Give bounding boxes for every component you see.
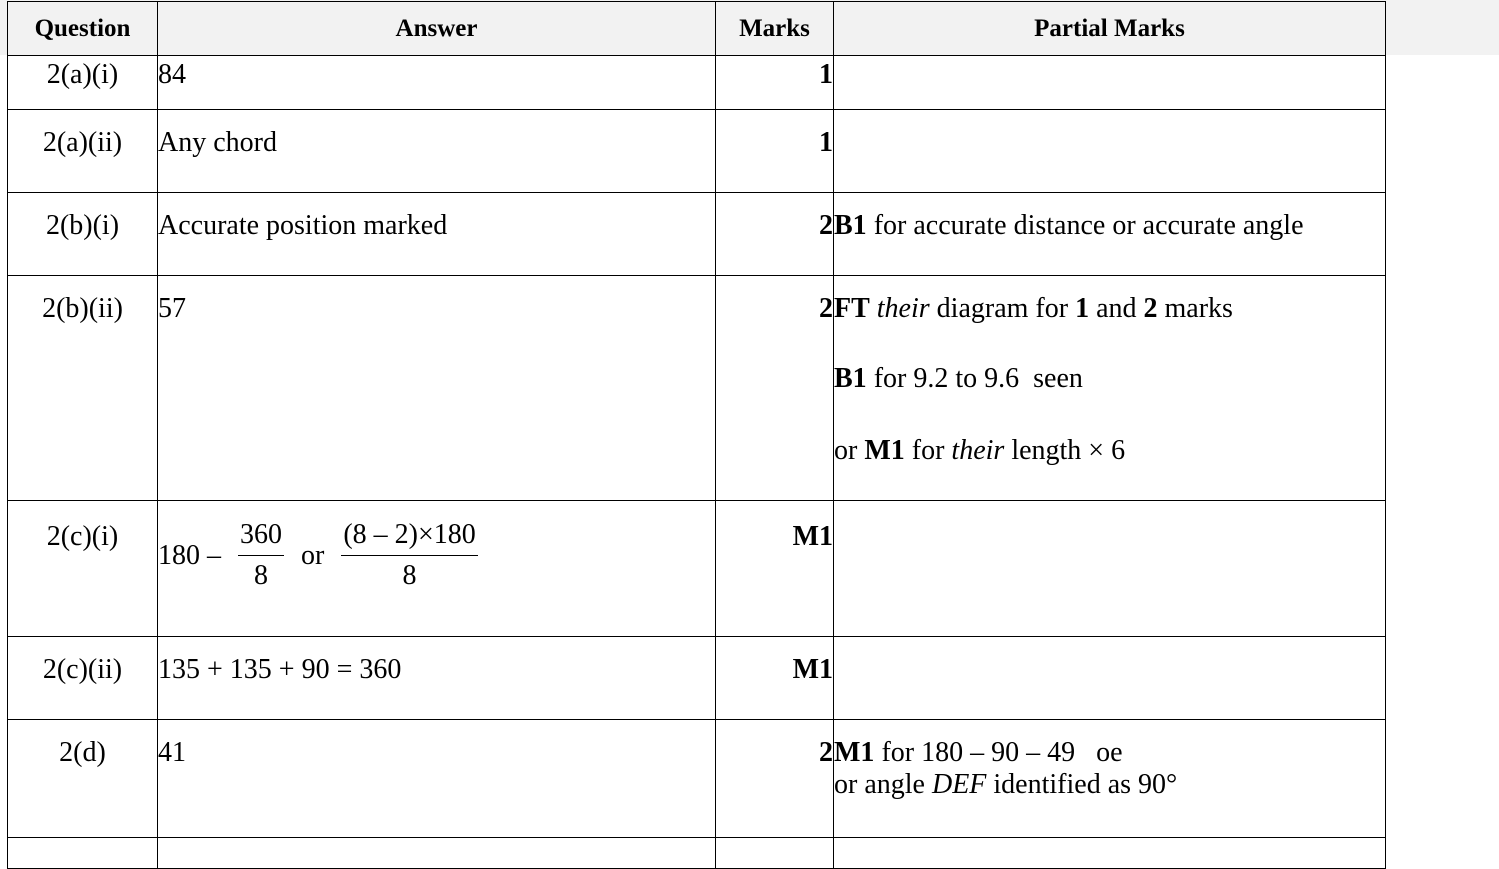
emphasis-text: DEF <box>931 769 987 800</box>
partial-line: FT their diagram for 1 and 2 marks <box>834 293 1233 324</box>
fraction: $\frac{(8 - 2)\times 180}{8}$ <box>341 515 477 596</box>
table-row <box>8 637 1386 720</box>
question-cell: 2(a)(ii) <box>8 110 158 193</box>
partial-line: M1 for 180 – 90 – 49 oe <box>834 737 1123 768</box>
answer-cell: 135 + 135 + 90 = 360 <box>158 637 716 720</box>
table-row <box>8 56 1386 110</box>
emphasis-text: their <box>876 293 930 324</box>
mark-code: M1 <box>834 737 875 768</box>
answer-cell <box>158 838 716 869</box>
answer-cell: 41 <box>158 720 716 838</box>
partial-marks-cell <box>834 56 1386 110</box>
question-cell: 2(c)(i) <box>8 501 158 637</box>
fraction: $\frac{360}{8}$ <box>238 515 284 596</box>
answer-formula: 180 – $\frac{360}{8}$ or $\frac{(8 - 2)\times 180}{8}$ <box>158 515 715 596</box>
partial-marks-cell <box>834 838 1386 869</box>
partial-marks-cell <box>834 501 1386 637</box>
answer-cell <box>158 501 716 637</box>
table-row <box>8 110 1386 193</box>
partial-marks-cell <box>834 637 1386 720</box>
mark-scheme-table <box>7 1 1386 869</box>
question-cell: 2(d) <box>8 720 158 838</box>
table-row <box>8 276 1386 501</box>
emphasis-text: their <box>951 435 1005 466</box>
table-row-partial <box>8 838 1386 869</box>
answer-cell: Any chord <box>158 110 716 193</box>
partial-line: B1 for 9.2 to 9.6 seen <box>834 363 1083 394</box>
marks-cell: 1 <box>716 110 834 193</box>
table-row <box>8 720 1386 838</box>
marks-cell: 2 <box>716 720 834 838</box>
question-cell: 2(b)(ii) <box>8 276 158 501</box>
answer-cell: Accurate position marked <box>158 193 716 276</box>
question-cell <box>8 838 158 869</box>
question-cell: 2(c)(ii) <box>8 637 158 720</box>
mark-code: B1 <box>834 210 867 241</box>
mark-code: M1 <box>864 435 905 466</box>
partial-marks-cell <box>834 276 1386 501</box>
marks-cell <box>716 838 834 869</box>
marks-cell: 2 <box>716 276 834 501</box>
partial-text: for accurate distance or accurate angle <box>866 210 1304 241</box>
answer-cell: 84 <box>158 56 716 110</box>
mark-code: FT <box>834 293 870 324</box>
mark-code: B1 <box>834 363 867 394</box>
table-row <box>8 193 1386 276</box>
header-marks: Marks <box>716 2 834 56</box>
partial-marks-cell <box>834 193 1386 276</box>
table-row <box>8 501 1386 637</box>
header-question: Question <box>8 2 158 56</box>
marks-cell: M1 <box>716 501 834 637</box>
header-row <box>8 2 1386 56</box>
header-partial-marks: Partial Marks <box>834 2 1386 56</box>
partial-line: or angle DEF identified as 90° <box>834 769 1178 800</box>
question-cell: 2(a)(i) <box>8 56 158 110</box>
marks-cell: M1 <box>716 637 834 720</box>
question-cell: 2(b)(i) <box>8 193 158 276</box>
partial-line: or M1 for their length × 6 <box>834 435 1126 466</box>
answer-cell: 57 <box>158 276 716 501</box>
header-answer: Answer <box>158 2 716 56</box>
partial-marks-cell <box>834 720 1386 838</box>
marks-cell: 1 <box>716 56 834 110</box>
marks-cell: 2 <box>716 193 834 276</box>
partial-marks-cell <box>834 110 1386 193</box>
